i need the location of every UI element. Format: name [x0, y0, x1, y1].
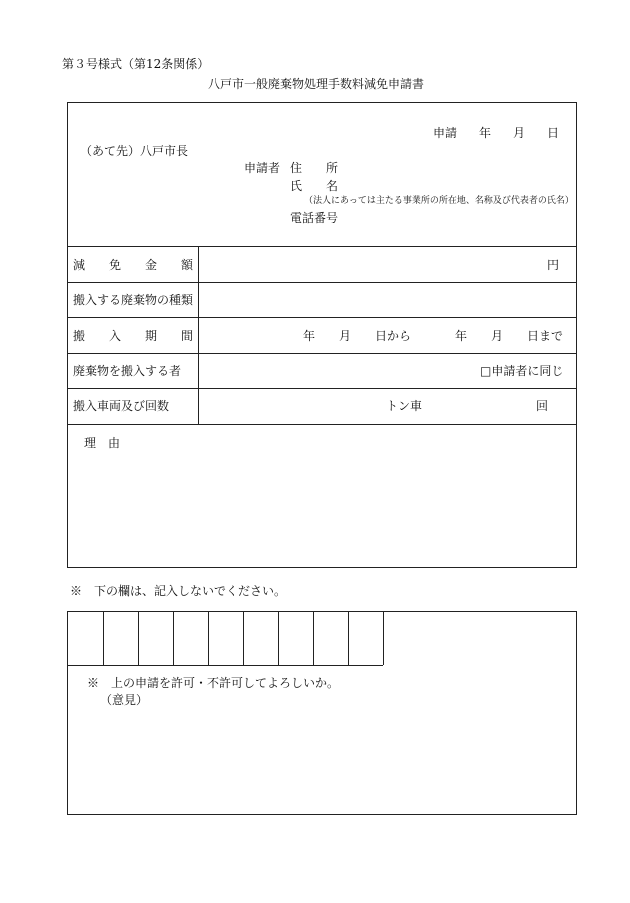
day-label: 日 [547, 126, 560, 140]
corporate-note: （法人にあっては主たる事業所の所在地、名称及び代表者の氏名） [304, 196, 574, 206]
amount-unit: 円 [547, 258, 560, 272]
waste-type-label: 搬入する廃棄物の種類 [73, 293, 194, 307]
period-label: 搬 入 期 間 [73, 329, 194, 343]
phone-label: 電話番号 [290, 211, 339, 225]
vehicle-unit: トン車 [386, 399, 423, 413]
vehicle-label: 搬入車両及び回数 [73, 399, 170, 413]
carrier-label: 廃棄物を搬入する者 [73, 364, 182, 378]
approval-text: ※ 上の申請を許可・不許可してよろしいか。 [87, 676, 340, 690]
period-from: 年 月 日から [303, 329, 412, 343]
month-label: 月 [513, 126, 526, 140]
opinion-label: （意見） [100, 693, 149, 707]
addressee: （あて先）八戸市長 [80, 144, 189, 158]
amount-label: 減 免 金 額 [73, 258, 194, 272]
date-label: 申請 [433, 126, 458, 140]
period-to: 年 月 日まで [455, 329, 564, 343]
same-as-applicant-checkbox[interactable]: □申請者に同じ [480, 364, 564, 378]
reason-label: 理 由 [84, 436, 121, 450]
form-number: 第３号様式（第12条関係） [62, 57, 210, 71]
count-unit: 回 [536, 399, 549, 413]
office-use-box [67, 611, 577, 815]
year-label: 年 [479, 126, 492, 140]
office-use-note: ※ 下の欄は、記入しないでください。 [70, 584, 287, 598]
applicant-label: 申請者 [244, 161, 281, 175]
name-label: 氏 名 [290, 179, 339, 193]
form-title: 八戸市一般廃棄物処理手数料減免申請書 [208, 77, 425, 91]
address-label: 住 所 [290, 161, 339, 175]
